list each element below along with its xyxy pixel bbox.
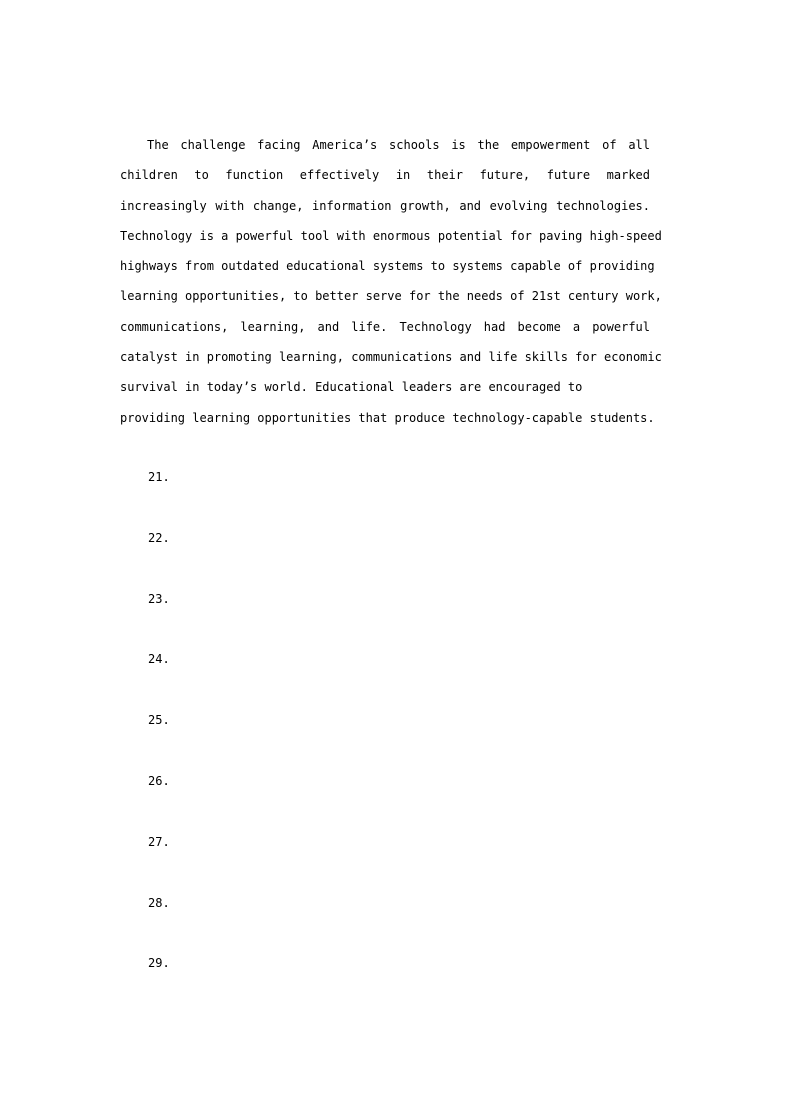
passage-line: learning opportunities, to better serve for the needs of 21st century work, [120,289,662,304]
answer-number: 26. [148,773,170,788]
answer-number: 29. [148,956,170,971]
passage-line: highways from outdated educational systems to systems capable of providing [120,259,655,274]
passage-line: survival in today’s world. Educational leaders are encouraged to [120,380,583,395]
passage-line: providing learning opportunities that produce technology-capable students. [120,410,655,425]
passage-line: communications, learning, and life. Technology had become a powerful [120,319,650,334]
answer-number: 23. [148,591,170,606]
answer-number: 25. [148,713,170,728]
passage-line: children to function effectively in their future, future marked [120,168,650,183]
answer-number: 22. [148,530,170,545]
answer-number-list [148,466,170,1013]
passage-line: Technology is a powerful tool with enormous potential for paving high-speed [120,228,662,243]
passage-line: The challenge facing America’s schools is the empowerment of all [147,138,650,152]
answer-number: 28. [148,895,170,910]
passage-line: catalyst in promoting learning, communications and life skills for economic [120,350,662,365]
answer-number: 24. [148,652,170,667]
answer-number: 27. [148,834,170,849]
passage-paragraph [120,134,662,437]
answer-number: 21. [148,470,170,484]
passage-line: increasingly with change, information growth, and evolving technologies. [120,198,650,213]
